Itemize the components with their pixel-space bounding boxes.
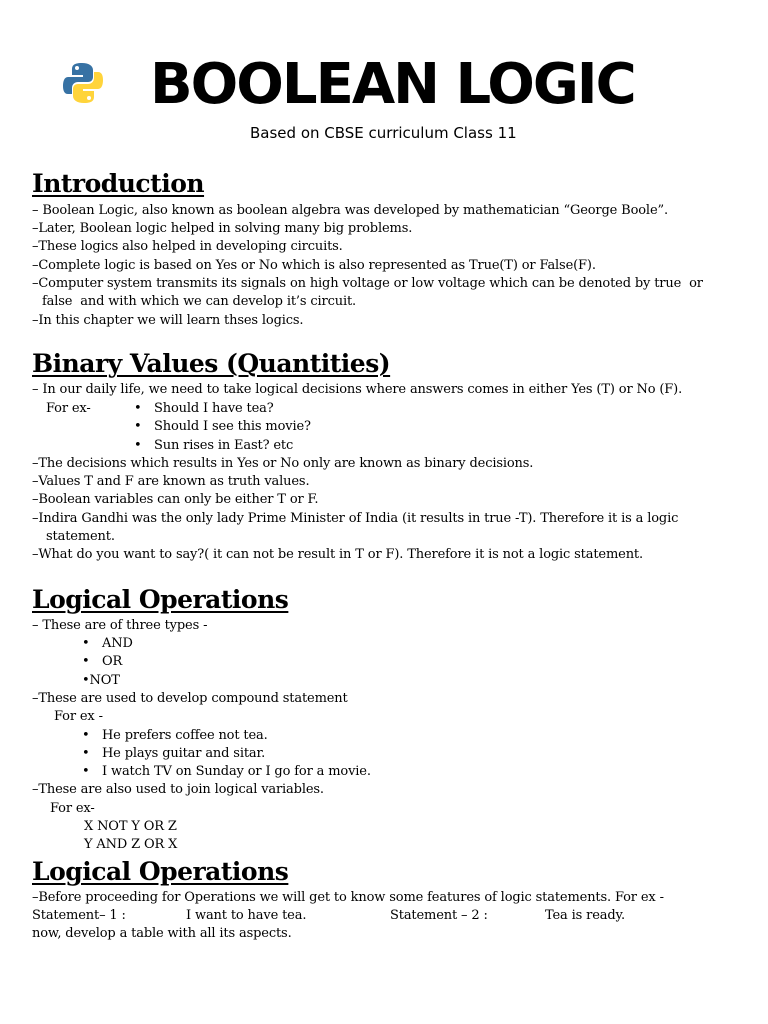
python-logo-icon <box>60 60 106 106</box>
page-subtitle: Based on CBSE curriculum Class 11 <box>250 124 517 142</box>
binary-line: –The decisions which results in Yes or No only are known as binary decisions. <box>32 456 534 471</box>
introduction-heading: Introduction <box>32 169 205 198</box>
list-item: • I watch TV on Sunday or I go for a movie. <box>82 763 371 781</box>
binary-line: –Boolean variables can only be either T or F. <box>32 492 319 507</box>
list-item: •NOT <box>82 673 120 688</box>
closing-line: now, develop a table with all its aspects. <box>32 926 292 941</box>
intro-line: – Boolean Logic, also known as boolean algebra was developed by mathematician “George Boole”. <box>32 203 668 218</box>
binary-line: –What do you want to say?( it can not be result in T or F). Therefore it is not a logic statement. <box>32 547 643 562</box>
list-item: • OR <box>82 653 122 671</box>
compound-line: –These are used to develop compound statement <box>32 691 348 706</box>
statement-1-label: Statement– 1 : <box>32 908 126 923</box>
intro-line: –Computer system transmits its signals on high voltage or low voltage which can be denoted by true or <box>32 276 703 291</box>
statement-2-text: Tea is ready. <box>545 908 625 923</box>
intro-line: –These logics also helped in developing circuits. <box>32 239 343 254</box>
expression: Y AND Z OR X <box>84 837 178 852</box>
for-ex-label: For ex- <box>46 401 91 416</box>
intro-line: –In this chapter we will learn thses logics. <box>32 313 304 328</box>
list-item: • Sun rises in East? etc <box>134 437 293 455</box>
list-item: • AND <box>82 635 133 653</box>
expression: X NOT Y OR Z <box>84 819 177 834</box>
binary-line: statement. <box>46 529 115 544</box>
intro-line: –Complete logic is based on Yes or No which is also represented as True(T) or False(F). <box>32 258 596 273</box>
logical-ops-2-intro: –Before proceeding for Operations we will get to know some features of logic statements. For ex - <box>32 890 664 905</box>
binary-line: –Values T and F are known as truth values. <box>32 474 310 489</box>
statement-2-label: Statement – 2 : <box>390 908 488 923</box>
list-item-label: NOT <box>89 673 120 688</box>
logical-operations-heading: Logical Operations <box>32 585 289 614</box>
for-ex-label: For ex - <box>54 709 103 724</box>
binary-values-heading: Binary Values (Quantities) <box>32 349 391 378</box>
statement-1-text: I want to have tea. <box>186 908 307 923</box>
list-item: • He plays guitar and sitar. <box>82 745 265 763</box>
list-item: • Should I have tea? <box>134 400 274 418</box>
list-item: • Should I see this movie? <box>134 418 311 436</box>
join-line: –These are also used to join logical variables. <box>32 782 324 797</box>
logical-operations-heading-2: Logical Operations <box>32 857 289 886</box>
page-title: BOOLEAN LOGIC <box>150 52 635 117</box>
intro-line: –Later, Boolean logic helped in solving many big problems. <box>32 221 413 236</box>
logical-ops-intro: – These are of three types - <box>32 618 208 633</box>
intro-line: false and with which we can develop it’s circuit. <box>42 294 357 309</box>
binary-intro: – In our daily life, we need to take logical decisions where answers comes in either Yes (T) or No (F). <box>32 382 683 397</box>
list-item: • He prefers coffee not tea. <box>82 727 268 745</box>
binary-line: –Indira Gandhi was the only lady Prime Minister of India (it results in true -T). Therefore it is a logic <box>32 511 679 526</box>
for-ex-label: For ex- <box>50 801 95 816</box>
